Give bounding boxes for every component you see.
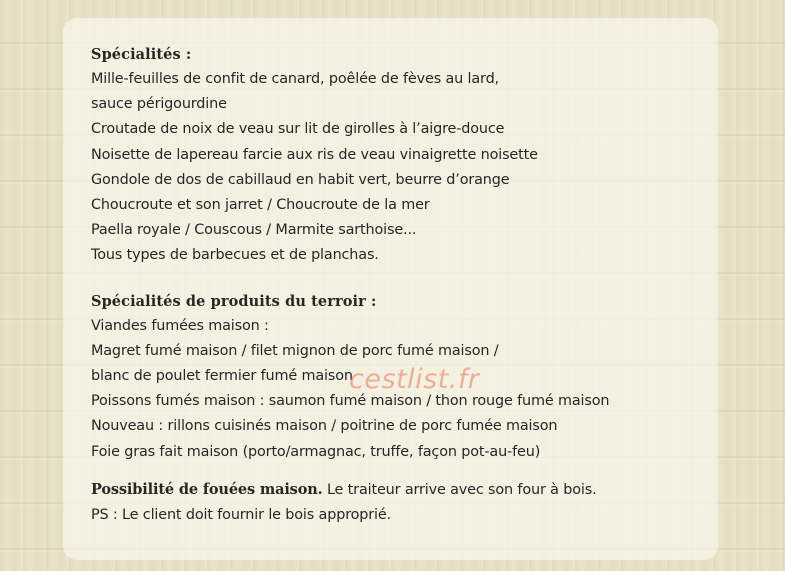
- terroir-item: Viandes fumées maison :: [91, 317, 269, 334]
- terroir-item: Foie gras fait maison (porto/armagnac, truffe, façon pot-au-feu): [91, 443, 541, 460]
- terroir-item: Poissons fumés maison : saumon fumé maison / thon rouge fumé maison: [91, 393, 610, 410]
- specialite-item: Gondole de dos de cabillaud en habit vert, beurre d’orange: [91, 171, 510, 188]
- terroir-heading: Spécialités de produits du terroir :: [91, 292, 377, 310]
- specialites-heading: Spécialités :: [91, 46, 192, 63]
- terroir-item: Nouveau : rillons cuisinés maison / poitrine de porc fumée maison: [91, 418, 558, 435]
- specialite-item: Noisette de lapereau farcie aux ris de veau vinaigrette noisette: [91, 146, 538, 163]
- specialite-item: sauce périgourdine: [91, 96, 227, 113]
- terroir-item: Magret fumé maison / filet mignon de porc fumé maison /: [91, 342, 499, 359]
- menu-panel: [63, 18, 718, 560]
- specialite-item: Choucroute et son jarret / Choucroute de la mer: [91, 197, 430, 214]
- ps-note: PS : Le client doit fournir le bois approprié.: [91, 507, 392, 524]
- terroir-section: [91, 289, 718, 465]
- fouees-section: [91, 477, 718, 528]
- fouees-heading: Possibilité de fouées maison.: [91, 480, 323, 498]
- fouees-text: Le traiteur arrive avec son four à bois.: [322, 481, 597, 498]
- specialite-item: Croutade de noix de veau sur lit de girolles à l’aigre-douce: [91, 121, 505, 138]
- specialites-section: [91, 42, 718, 269]
- watermark-text: cestlist.fr: [349, 364, 480, 395]
- specialite-item: Mille-feuilles de confit de canard, poêlée de fèves au lard,: [91, 71, 499, 87]
- terroir-item: blanc de poulet fermier fumé maison: [91, 368, 353, 385]
- specialite-item: Tous types de barbecues et de planchas.: [91, 247, 379, 264]
- specialite-item: Paella royale / Couscous / Marmite sarthoise...: [91, 222, 417, 239]
- fouees-line: [91, 477, 718, 503]
